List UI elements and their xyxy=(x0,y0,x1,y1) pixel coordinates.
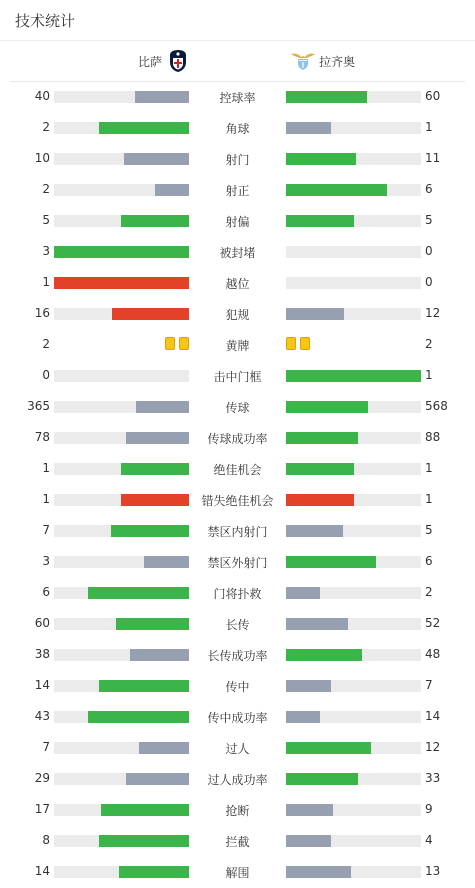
away-stat-bar-track xyxy=(286,122,421,134)
stat-label: 传球成功率 xyxy=(207,432,268,446)
home-stat-bar-fill xyxy=(144,556,189,568)
stat-row xyxy=(0,329,475,360)
stat-row xyxy=(0,732,475,763)
home-stat-value: 60 xyxy=(34,616,50,630)
stat-row xyxy=(0,360,475,391)
away-stat-value: 9 xyxy=(425,802,433,816)
home-stat-bar-fill xyxy=(99,680,189,692)
away-stat-bar-fill xyxy=(286,742,371,754)
home-stat-value: 8 xyxy=(42,833,50,847)
away-stat-value: 5 xyxy=(425,523,433,537)
away-stat-value: 7 xyxy=(425,678,433,692)
stat-row xyxy=(0,763,475,794)
away-stat-value: 5 xyxy=(425,213,433,227)
away-stat-value: 1 xyxy=(425,461,433,475)
away-stat-value: 11 xyxy=(425,151,441,165)
stat-row xyxy=(0,515,475,546)
pisa-crest-icon xyxy=(169,49,187,73)
home-stat-bar-track xyxy=(54,556,189,568)
away-stat-value: 60 xyxy=(425,89,441,103)
home-stat-value: 2 xyxy=(42,337,50,351)
stat-label: 长传 xyxy=(225,618,250,632)
home-stat-bar-fill xyxy=(136,401,189,413)
away-stat-value: 0 xyxy=(425,244,433,258)
away-stat-value: 12 xyxy=(425,740,441,754)
away-stat-bar-track xyxy=(286,835,421,847)
home-yellow-cards xyxy=(165,337,189,351)
home-stat-bar-track xyxy=(54,711,189,723)
stat-label: 被封堵 xyxy=(219,246,256,260)
home-stat-bar-fill xyxy=(116,618,189,630)
away-stat-value: 0 xyxy=(425,275,433,289)
away-stat-bar-fill xyxy=(286,122,331,134)
away-stat-bar-track xyxy=(286,525,421,537)
away-stat-bar-track xyxy=(286,215,421,227)
home-stat-bar-track xyxy=(54,153,189,165)
home-stat-bar-track xyxy=(54,866,189,878)
home-stat-bar-fill xyxy=(121,215,189,227)
stat-row xyxy=(0,577,475,608)
home-stat-value: 43 xyxy=(34,709,50,723)
stat-row xyxy=(0,639,475,670)
stat-row xyxy=(0,701,475,732)
stats-list xyxy=(0,81,475,887)
yellow-card-icon xyxy=(300,337,310,350)
home-stat-bar-track xyxy=(54,246,189,258)
away-stat-bar-track xyxy=(286,432,421,444)
away-stat-value: 52 xyxy=(425,616,441,630)
home-stat-value: 3 xyxy=(42,244,50,258)
stat-row xyxy=(0,298,475,329)
away-stat-bar-fill xyxy=(286,153,356,165)
yellow-card-icon xyxy=(179,337,189,350)
stat-label: 禁区外射门 xyxy=(207,556,268,570)
home-stat-bar-fill xyxy=(126,432,189,444)
away-stat-bar-fill xyxy=(286,91,367,103)
home-stat-bar-fill xyxy=(135,91,189,103)
stat-row xyxy=(0,205,475,236)
away-stat-bar-track xyxy=(286,91,421,103)
home-stat-bar-fill xyxy=(99,122,189,134)
away-stat-value: 12 xyxy=(425,306,441,320)
home-stat-bar-fill xyxy=(126,773,189,785)
home-stat-value: 16 xyxy=(34,306,50,320)
away-stat-bar-fill xyxy=(286,525,343,537)
home-stat-value: 17 xyxy=(34,802,50,816)
stat-label: 射正 xyxy=(225,184,250,198)
away-stat-bar-track xyxy=(286,680,421,692)
home-stat-bar-track xyxy=(54,122,189,134)
away-stat-value: 568 xyxy=(425,399,448,413)
away-stat-bar-track xyxy=(286,277,421,289)
home-stat-bar-track xyxy=(54,401,189,413)
home-stat-value: 14 xyxy=(34,678,50,692)
stat-label: 错失绝佳机会 xyxy=(201,494,274,508)
away-stat-value: 1 xyxy=(425,492,433,506)
home-stat-value: 7 xyxy=(42,740,50,754)
stat-row xyxy=(0,670,475,701)
stat-row xyxy=(0,112,475,143)
home-stat-value: 1 xyxy=(42,275,50,289)
stat-label: 射门 xyxy=(225,153,250,167)
away-stat-bar-fill xyxy=(286,587,320,599)
home-stat-bar-track xyxy=(54,835,189,847)
stat-label: 犯规 xyxy=(225,308,250,322)
stat-label: 控球率 xyxy=(219,91,256,105)
stat-row xyxy=(0,484,475,515)
home-stat-bar-track xyxy=(54,370,189,382)
away-stat-bar-track xyxy=(286,711,421,723)
stat-label: 门将扑救 xyxy=(213,587,262,601)
away-stat-bar-track xyxy=(286,618,421,630)
home-stat-bar-fill xyxy=(130,649,189,661)
home-stat-value: 10 xyxy=(34,151,50,165)
home-stat-bar-fill xyxy=(54,277,189,289)
away-stat-value: 88 xyxy=(425,430,441,444)
away-team-name: 拉齐奥 xyxy=(319,55,356,69)
away-stat-value: 2 xyxy=(425,585,433,599)
stat-label: 传中成功率 xyxy=(207,711,268,725)
home-stat-bar-track xyxy=(54,587,189,599)
away-stat-bar-fill xyxy=(286,773,358,785)
stat-label: 射偏 xyxy=(225,215,250,229)
home-stat-bar-track xyxy=(54,618,189,630)
home-stat-value: 14 xyxy=(34,864,50,878)
stat-label: 抢断 xyxy=(225,804,250,818)
home-stat-value: 6 xyxy=(42,585,50,599)
home-stat-bar-track xyxy=(54,463,189,475)
away-stat-bar-track xyxy=(286,184,421,196)
home-stat-bar-track xyxy=(54,773,189,785)
away-stat-bar-fill xyxy=(286,556,376,568)
home-stat-value: 78 xyxy=(34,430,50,444)
home-stat-bar-track xyxy=(54,494,189,506)
away-stat-value: 48 xyxy=(425,647,441,661)
away-stat-bar-fill xyxy=(286,370,421,382)
away-stat-bar-fill xyxy=(286,680,331,692)
away-stat-bar-fill xyxy=(286,835,331,847)
stat-label: 过人 xyxy=(225,742,250,756)
away-stat-bar-track xyxy=(286,308,421,320)
away-stat-value: 6 xyxy=(425,554,433,568)
away-stat-bar-fill xyxy=(286,494,354,506)
stat-label: 越位 xyxy=(225,277,250,291)
yellow-card-icon xyxy=(286,337,296,350)
stat-row xyxy=(0,422,475,453)
stat-row xyxy=(0,267,475,298)
stat-label: 传中 xyxy=(225,680,250,694)
home-stat-bar-track xyxy=(54,680,189,692)
home-stat-value: 5 xyxy=(42,213,50,227)
home-stat-bar-fill xyxy=(155,184,189,196)
away-stat-bar-track xyxy=(286,866,421,878)
home-stat-bar-track xyxy=(54,184,189,196)
home-stat-bar-fill xyxy=(121,463,189,475)
home-stat-value: 0 xyxy=(42,368,50,382)
home-stat-bar-fill xyxy=(121,494,189,506)
away-stat-value: 1 xyxy=(425,368,433,382)
away-stat-value: 14 xyxy=(425,709,441,723)
away-stat-bar-track xyxy=(286,494,421,506)
home-stat-bar-fill xyxy=(112,308,189,320)
stat-row xyxy=(0,856,475,887)
page-title: 技术统计 xyxy=(15,12,76,30)
stat-label: 绝佳机会 xyxy=(213,463,262,477)
away-stat-bar-track xyxy=(286,742,421,754)
away-stat-value: 33 xyxy=(425,771,441,785)
stat-row xyxy=(0,825,475,856)
stat-row xyxy=(0,391,475,422)
home-stat-value: 1 xyxy=(42,461,50,475)
home-stat-value: 1 xyxy=(42,492,50,506)
home-stat-bar-track xyxy=(54,308,189,320)
away-stat-bar-fill xyxy=(286,804,333,816)
stat-row xyxy=(0,236,475,267)
away-stat-value: 13 xyxy=(425,864,441,878)
away-stat-bar-fill xyxy=(286,866,351,878)
yellow-card-icon xyxy=(165,337,175,350)
away-stat-bar-fill xyxy=(286,432,358,444)
stat-label: 角球 xyxy=(225,122,250,136)
home-team-name: 比萨 xyxy=(137,55,162,69)
stat-row xyxy=(0,174,475,205)
away-stat-bar-fill xyxy=(286,649,362,661)
away-stat-bar-fill xyxy=(286,711,320,723)
away-stat-bar-fill xyxy=(286,463,354,475)
home-stat-bar-track xyxy=(54,432,189,444)
home-stat-value: 365 xyxy=(27,399,50,413)
stat-label: 黄牌 xyxy=(225,339,250,353)
home-stat-bar-track xyxy=(54,91,189,103)
stat-row xyxy=(0,794,475,825)
lazio-eagle-crest-icon xyxy=(290,51,316,71)
stat-label: 长传成功率 xyxy=(207,649,268,663)
away-stat-bar-track xyxy=(286,246,421,258)
away-stat-bar-track xyxy=(286,587,421,599)
away-stat-value: 4 xyxy=(425,833,433,847)
stat-label: 解围 xyxy=(225,866,250,880)
away-stat-value: 2 xyxy=(425,337,433,351)
stat-label: 击中门框 xyxy=(213,370,262,384)
home-stat-bar-fill xyxy=(101,804,189,816)
away-stat-bar-fill xyxy=(286,308,344,320)
away-stat-bar-track xyxy=(286,804,421,816)
away-stat-bar-track xyxy=(286,370,421,382)
home-stat-bar-fill xyxy=(139,742,189,754)
home-stat-value: 2 xyxy=(42,120,50,134)
home-stat-bar-fill xyxy=(124,153,189,165)
stat-label: 拦截 xyxy=(225,835,250,849)
away-stat-bar-track xyxy=(286,773,421,785)
home-stat-bar-fill xyxy=(111,525,189,537)
stat-label: 传球 xyxy=(225,401,250,415)
away-stat-bar-fill xyxy=(286,215,354,227)
away-stat-bar-track xyxy=(286,649,421,661)
away-stat-bar-fill xyxy=(286,401,368,413)
home-stat-bar-fill xyxy=(88,587,189,599)
stat-row xyxy=(0,143,475,174)
home-stat-value: 29 xyxy=(34,771,50,785)
stat-label: 过人成功率 xyxy=(207,773,268,787)
stat-row xyxy=(0,81,475,112)
home-stat-bar-track xyxy=(54,649,189,661)
home-stat-bar-track xyxy=(54,215,189,227)
away-stat-value: 6 xyxy=(425,182,433,196)
stat-row xyxy=(0,608,475,639)
stat-row xyxy=(0,453,475,484)
home-stat-bar-track xyxy=(54,525,189,537)
home-stat-value: 7 xyxy=(42,523,50,537)
home-stat-bar-fill xyxy=(99,835,189,847)
away-stat-bar-fill xyxy=(286,618,348,630)
home-stat-bar-track xyxy=(54,277,189,289)
home-stat-bar-fill xyxy=(119,866,189,878)
home-stat-value: 40 xyxy=(34,89,50,103)
home-stat-value: 2 xyxy=(42,182,50,196)
away-stat-bar-track xyxy=(286,463,421,475)
home-stat-bar-track xyxy=(54,742,189,754)
stat-label: 禁区内射门 xyxy=(207,525,268,539)
away-stat-bar-track xyxy=(286,556,421,568)
stat-row xyxy=(0,546,475,577)
away-stat-value: 1 xyxy=(425,120,433,134)
away-yellow-cards xyxy=(286,337,310,351)
home-stat-value: 3 xyxy=(42,554,50,568)
away-stat-bar-track xyxy=(286,401,421,413)
teams-header xyxy=(10,41,465,82)
home-stat-bar-track xyxy=(54,804,189,816)
home-stat-bar-fill xyxy=(54,246,189,258)
away-stat-bar-fill xyxy=(286,184,387,196)
home-stat-bar-fill xyxy=(88,711,189,723)
home-stat-value: 38 xyxy=(34,647,50,661)
away-stat-bar-track xyxy=(286,153,421,165)
